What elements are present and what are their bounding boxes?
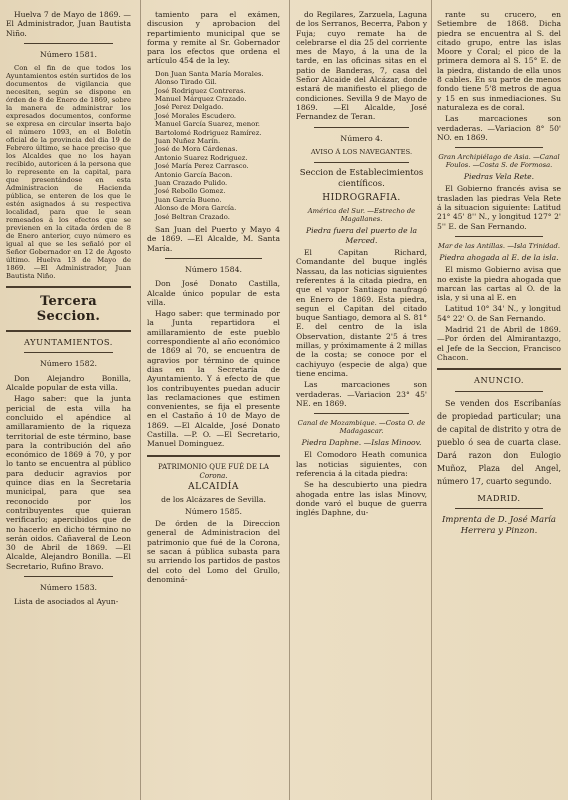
list-item: Don Juan Santa María Morales.	[155, 69, 264, 78]
list-item: Alonso de Mora García.	[155, 204, 237, 213]
divider	[147, 455, 280, 457]
notice-number: Número 1584.	[184, 264, 243, 274]
list-item: Juan Crazado Pulido.	[155, 179, 228, 188]
heading: MADRID.	[477, 492, 521, 503]
list-item: Antonio Suarez Rodriguez.	[155, 153, 248, 162]
name-list	[147, 70, 280, 221]
list-item: Juan García Bueno.	[155, 195, 222, 204]
notice-number: Número 1581.	[39, 49, 98, 59]
list-item: José de Mora Cárdenas.	[155, 145, 238, 154]
notice-number: Número 4.	[340, 133, 383, 143]
subheading: Mar de las Antillas. —Isla Trinidad.	[437, 241, 560, 250]
paragraph: Don José Donato Castilla, Alcalde único popular de esta villa.	[147, 279, 280, 307]
list-item: José Morales Escudero.	[155, 111, 237, 120]
list-item: Alonso Tirado Gil.	[155, 78, 217, 87]
paragraph: Hago saber: que terminado por la Junta repartidora el amillaramiento de este pueblo correspondiente al año económico de 1869 al 70, se encuentra de agravios por término de quince dias en la Secretaría de Ayuntamiento. Y á efecto de que los contribuyentes puedan aducir las reclamaciones que estimen convenientes, se fija el presente en el Castaño á 10 de Mayo de 1869. —El Alcalde, José Donato Castilla. —P. O. —El Secretario, Manuel Dominguez.	[147, 309, 280, 449]
heading: Seccion de Establecimientos científicos.	[299, 168, 424, 190]
heading: PATRIMONIO QUE FUÉ DE LA	[158, 462, 269, 471]
paragraph: Se venden dos Escribanías de propiedad particular; una de capital de distrito y otra de pueblo ó sea de cuarta clase. Dará razon don Eulogio Muñoz, Plaza del Angel, número 17, cuarto segundo.	[437, 398, 561, 486]
paragraph: Se ha descubierto una piedra ahogada entre las islas Minovv, donde varó el buque de guerra inglés Daphne, du-	[296, 480, 427, 518]
column-1	[6, 10, 131, 609]
paragraph: Latitud 10° 34' N., y longitud 54° 22' O. de San Fernando.	[437, 304, 561, 323]
list-item: Bartolomé Rodriguez Ramírez.	[155, 128, 262, 137]
notice-number: Número 1583.	[39, 583, 98, 593]
column-divider	[431, 0, 432, 800]
heading: HIDROGRAFIA.	[322, 193, 401, 204]
paragraph: El Gobierno francés avisa se trasladen las piedras Vela Rete á la situacion siguiente: Latitud 21° 45' 8'' N., y longitud 127° 2' 5'' E. de San Fernando.	[437, 184, 561, 231]
paragraph: Huelva 7 de Mayo de 1869. —El Administrador, Juan Bautista Niño.	[6, 10, 131, 38]
list-item: José Beltran Crazado.	[155, 212, 230, 221]
paragraph: tamiento para el exámen, discusion y aprobacion del repartimiento municipal que se forma y remite al Sr. Gobernador para los efectos que ordena el artículo 454 de la ley.	[147, 10, 280, 66]
subheading: Gran Archipiélago de Asia. —Canal Foulos. —Costa S. de Formosa.	[438, 153, 560, 170]
notice-number: Número 1585.	[184, 506, 243, 516]
heading: AVISO Á LOS NAVEGANTES.	[310, 147, 413, 156]
divider	[314, 413, 409, 414]
divider	[455, 391, 543, 392]
list-item: Manuel García Suarez, menor.	[155, 120, 260, 129]
subheading: Piedra ahogada al E. de la isla.	[439, 252, 559, 262]
column-divider	[289, 0, 290, 800]
paragraph: Lista de asociados al Ayun-	[14, 597, 119, 607]
divider	[165, 258, 262, 259]
imprint: Imprenta de D. José María Herrera y Pinzon.	[442, 514, 556, 536]
list-item: José Rodriguez Contreras.	[155, 86, 246, 95]
paragraph: Con el fin de que todos los Ayuntamientos estén surtidos de los documentos de vigilancia que necesiten, según se dispone en órden de 8 de Enero de 1869, sobre la manera de administrar los expresados documentos, conforme se expresa en circular inserta bajo el número 1093, en el Boletín oficial de la provincia del dia 19 de Febrero último, se hace preciso que los Alcaldes que no los hayan recibido, autoricen á la persona que lo represente en la capital, para que presentándose en esta Administracion de Hacienda pública, se enteren de los que le estén asignados á su respectiva localidad, para que le sean remesados á los efectos que se previenen en la citada órden de 8 de Enero anterior, cuyo número es igual al que se les señaló por el Señor Gobernador en 12 de Agosto último. Huelva 13 de Mayo de 1869. —El Administrador, Juan Bautista Niño.	[6, 64, 131, 281]
heading: Corona.	[199, 471, 228, 480]
subheading: Piedras Vela Rete.	[463, 172, 535, 182]
subheading: Canal de Mozambique. —Costa O. de Madagascar.	[297, 419, 426, 436]
paragraph: Hago saber: que la junta pericial de esta villa ha concluido el apéndice al amillaramiento de la riqueza territorial de este término, base para la contribución del año económico de 1869 á 70, y por lo tanto se encuentra al público para deducir agravios por quince dias en la Secretaria municipal, para que sea reconocido por los contribuyentes que quieran verificarlo; apercibidos que de no hacerlo en dicho término no serán oidos. Cañaveral de Leon 30 de Abril de 1869. —El Alcalde, Alejandro Bonilla. —El Secretario, Rufino Bravo.	[6, 394, 131, 571]
column-2	[147, 10, 280, 586]
paragraph: Don Alejandro Bonilla, Alcalde popular de esta villa.	[6, 373, 131, 393]
divider	[24, 43, 113, 44]
divider	[24, 576, 113, 577]
divider	[314, 162, 409, 163]
section-title: Tercera Seccion.	[36, 294, 101, 325]
heading: ALCAIDÍA	[188, 482, 239, 493]
paragraph: El Capitan Richard, Comandante del buque inglés Nassau, da las noticias siguientes referentes á la citada piedra, en que el vapor Santiago naufragó en Enero de 1869. Esta piedra, segun el Capitan del citado buque Santiago, demora al S. 81° E. del centro de la isla Observation, distante 2'5 á tres millas, y próximamente á 2 millas de la costa; se conoce por el cachiyuyo (especie de alga) que tiene encima.	[296, 248, 427, 378]
divider	[6, 330, 131, 332]
divider	[314, 127, 409, 128]
divider	[455, 508, 543, 509]
paragraph: El Comodoro Heath comunica las noticias siguientes, con referencia á la citada piedra:	[296, 450, 427, 478]
list-item: Juan Nuñez Marín.	[155, 137, 221, 146]
list-item: José María Perez Carrasco.	[155, 162, 249, 171]
paragraph: El mismo Gobierno avisa que no existe la piedra ahogada que marcan las cartas al O. de la isla, y si una al E. en	[437, 265, 561, 303]
paragraph: rante su crucero, en Setiembre de 1868. Dicha piedra se encuentra al S. del citado grupo, entre las islas Moore y Coral; el pico de la primera demora al S. 15° E. de la piedra, distando de ella unos 8 cables. En su parte de menos fondo tiene 5'8 metros de agua y 15 en sus inmediaciones. Su naturaleza es de coral.	[437, 10, 561, 112]
subheading: América del Sur. —Estrecho de Magallanes.	[307, 207, 416, 224]
heading: de los Alcázares de Sevilla.	[161, 494, 266, 504]
paragraph: do Regilares, Zarzuela, Laguna de los Serranos, Becerra, Pabon y Fuja; cuyo remate ha de celebrarse el dia 25 del corriente mes de Mayo, á la una de la tarde, en las oficinas sitas en el patio de Banderas, 7, casa del Señor Alcaide del Alcázar, donde estará de manifiesto el pliego de condiciones. Sevilla 9 de Mayo de 1869. —El Alcalde, José Fernandez de Teran.	[296, 10, 427, 122]
paragraph: San Juan del Puerto y Mayo 4 de 1869. —El Alcalde, M. Santa María.	[147, 225, 280, 253]
paragraph: De órden de la Direccion general de Administracion del patrimonio que fué de la Corona, se sacan á pública subasta para su arriendo los partidos de pastos del coto del Lomo del Grullo, denominá-	[147, 519, 280, 584]
list-item: Manuel Márquez Crazado.	[155, 95, 247, 103]
notice-number: Número 1582.	[39, 359, 98, 369]
list-item: José Perez Delgado.	[155, 103, 224, 112]
paragraph: Las marcaciones son verdaderas. —Variacion 23° 45' NE. en 1869.	[296, 380, 427, 408]
subheading: Piedra fuera del puerto de la Merced.	[305, 226, 418, 245]
paragraph: Las marcaciones son verdaderas. —Variacion 8° 50' NO. en 1869.	[437, 114, 561, 142]
section-subtitle: AYUNTAMIENTOS.	[24, 337, 113, 348]
list-item: Antonio García Bacon.	[155, 170, 233, 179]
column-divider	[140, 0, 141, 800]
column-4	[437, 10, 561, 537]
paragraph: Madrid 21 de Abril de 1869. —Por órden del Almirantazgo, el Jefe de la Seccion, Francisco Chacon.	[437, 325, 561, 362]
column-3	[296, 10, 427, 519]
heading: ANUNCIO.	[473, 375, 525, 386]
subheading: Piedra Daphne. —Islas Minoov.	[301, 438, 422, 448]
divider	[455, 147, 543, 148]
divider	[24, 352, 113, 353]
list-item: José Rebollo Gomez.	[155, 187, 226, 196]
divider	[455, 236, 543, 237]
divider	[6, 286, 131, 288]
divider	[437, 368, 561, 370]
